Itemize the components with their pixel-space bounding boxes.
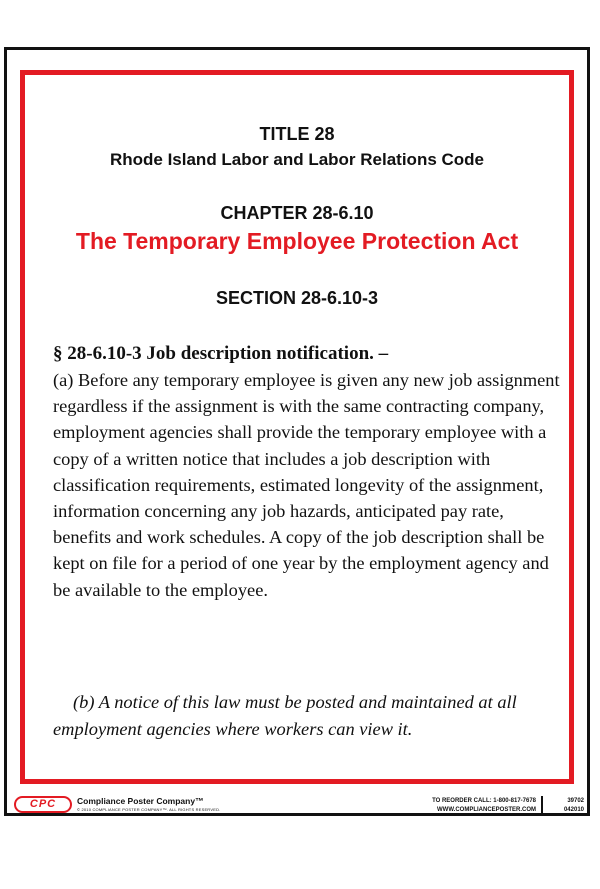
section-heading: § 28-6.10-3 Job description notification. – [53, 343, 389, 364]
footer-divider [541, 796, 543, 814]
product-code: 39702 [567, 798, 584, 804]
title-line: TITLE 28 [259, 124, 335, 144]
reorder-phone: TO REORDER CALL: 1-800-817-7678 [432, 798, 536, 804]
section-line: SECTION 28-6.10-3 [215, 288, 379, 308]
code-name: Rhode Island Labor and Labor Relations Code [109, 150, 485, 169]
cpc-logo: CPC [14, 796, 72, 813]
footer [4, 792, 590, 816]
paragraph-b: (b) A notice of this law must be posted and maintained at all employment agencies where workers can view it. [53, 692, 517, 739]
poster-frame [4, 47, 590, 816]
product-codes [548, 797, 584, 815]
revision-code: 042010 [563, 807, 584, 813]
act-title: The Temporary Employee Protection Act [75, 228, 519, 254]
reorder-info [396, 797, 536, 815]
paragraph-a: (a) Before any temporary employee is given any new job assignment regardless if the assignment is with the same contracting company, employment agencies shall provide the temporary employee with a copy of a written notice that includes a job description with classification requirements, estimated longevity of the assignment, information concerning any job hazards, anticipated pay rate, benefits and work schedules. A copy of the job description shall be kept on file for a period of one year by the employment agency and be available to the employee. [53, 370, 560, 600]
company-name: Compliance Poster Company™ [77, 796, 204, 806]
website-link: WWW.COMPLIANCEPOSTER.COM [437, 807, 536, 813]
chapter-line: CHAPTER 28-6.10 [220, 203, 374, 223]
copyright-text: © 2010 COMPLIANCE POSTER COMPANY™. ALL RIGHTS RESERVED. [77, 807, 221, 812]
